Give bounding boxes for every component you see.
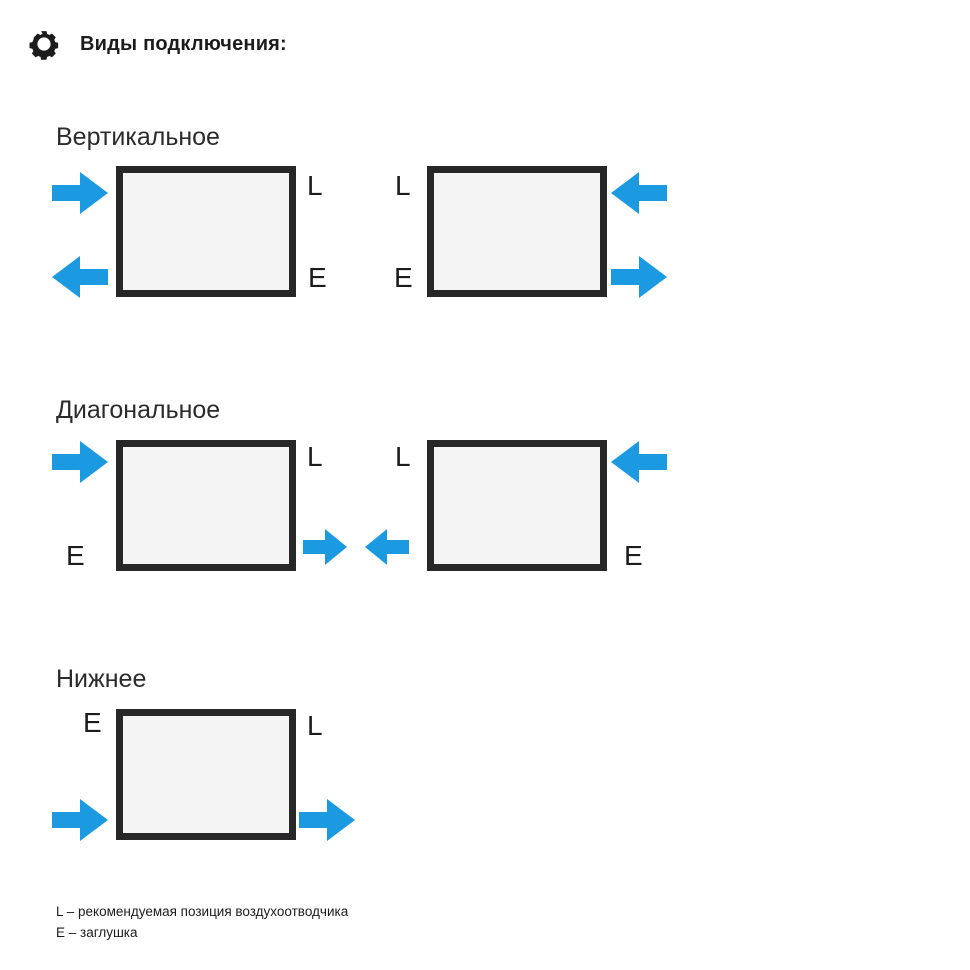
port-label-e-diagonal-right: E [624,540,643,571]
section-title-bottom: Нижнее [56,665,147,693]
port-label-l-vertical-left: L [307,170,323,201]
port-label-e-vertical-right: E [394,262,413,293]
outlet-arrow-right-vertical-right [611,256,667,298]
radiator-body-diagonal-left [116,440,296,571]
legend [56,902,348,944]
inlet-arrow-right-vertical-left [52,172,108,214]
inlet-arrow-right-diagonal-left [52,441,108,483]
outlet-arrow-right-diagonal-left [303,529,347,565]
radiator-body-bottom [116,709,296,840]
port-label-l-vertical-right: L [395,170,411,201]
inlet-arrow-left-vertical-right [611,172,667,214]
legend-item-plug: E – заглушка [56,924,138,940]
port-label-e-vertical-left: E [308,262,327,293]
gear-icon [28,28,60,60]
inlet-arrow-right-bottom [52,799,108,841]
outlet-arrow-right-bottom [299,799,355,841]
port-label-l-bottom: L [307,710,323,741]
section-title-vertical: Вертикальное [56,123,220,151]
inlet-arrow-left-diagonal-right [611,441,667,483]
page-title: Виды подключения: [80,32,287,55]
section-title-diagonal: Диагональное [56,396,221,424]
outlet-arrow-left-vertical-left [52,256,108,298]
radiator-body-vertical-right [427,166,607,297]
radiator-body-diagonal-right [427,440,607,571]
port-label-l-diagonal-right: L [395,441,411,472]
port-label-e-diagonal-left: E [66,540,85,571]
radiator-body-vertical-left [116,166,296,297]
legend-item-air-vent: L – рекомендуемая позиция воздухоотводчика [56,904,349,919]
port-label-e-bottom: E [83,707,102,738]
section-header [28,28,287,60]
port-label-l-diagonal-left: L [307,441,323,472]
outlet-arrow-left-diagonal-right [365,529,409,565]
